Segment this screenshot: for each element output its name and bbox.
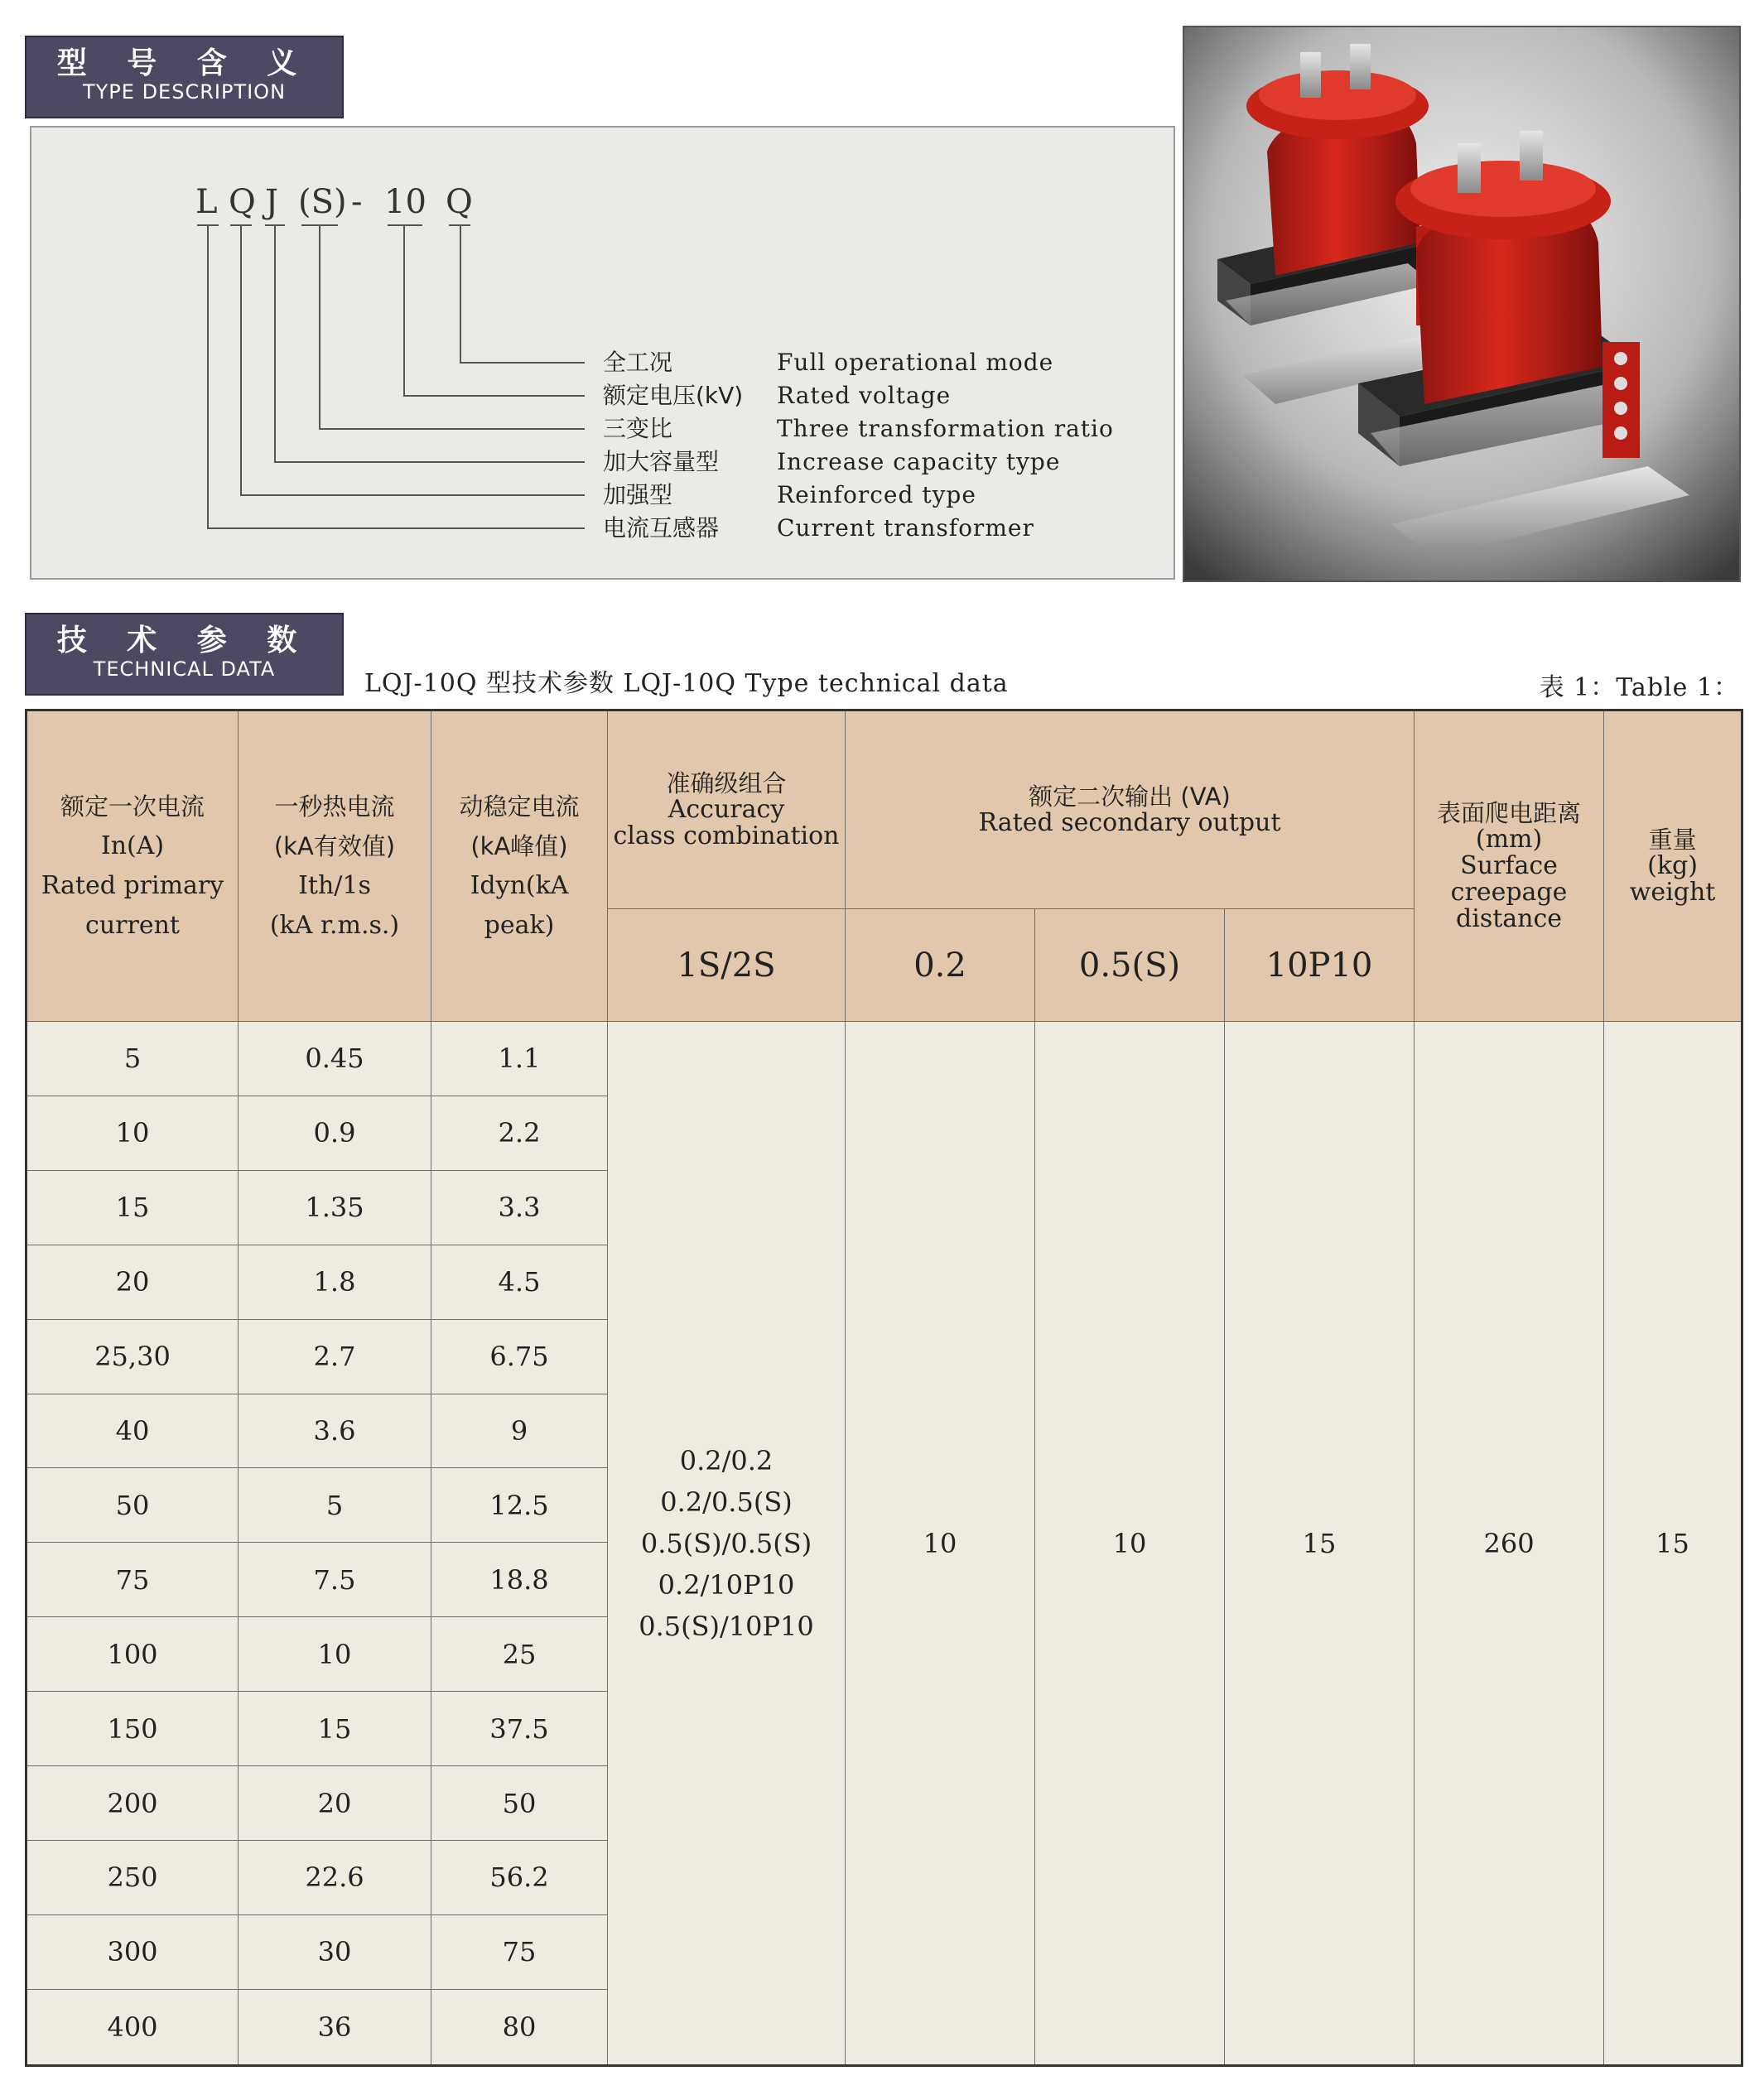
meaning-cn: 三变比 (603, 415, 673, 442)
header-line: 表面爬电距离 (1437, 799, 1582, 827)
cell-thermal: 5 (239, 1468, 431, 1543)
meaning-cn: 加强型 (603, 481, 673, 508)
technical-data-title-cn: 技 术 参 数 (56, 624, 312, 657)
cell-thermal: 10 (239, 1617, 431, 1692)
cell-output-1s2s: 10 (846, 1022, 1035, 2066)
cell-dynamic: 56.2 (431, 1840, 608, 1914)
cell-thermal: 1.8 (239, 1245, 431, 1319)
header-thermal-current (239, 710, 431, 1022)
subheader-0-2: 0.2 (846, 909, 1035, 1022)
header-line: 动稳定电流 (459, 792, 580, 821)
cell-dynamic: 3.3 (431, 1170, 608, 1245)
header-line: Rated secondary output (978, 808, 1281, 837)
accuracy-combo: 0.2/0.5(S) (660, 1486, 793, 1518)
meaning-cn: 加大容量型 (603, 448, 720, 475)
cell-rated-primary: 5 (27, 1022, 239, 1096)
header-line: class combination (613, 821, 840, 850)
header-secondary-output (846, 710, 1415, 909)
technical-data-tag (25, 613, 344, 696)
cell-dynamic: 2.2 (431, 1096, 608, 1170)
header-line: (kA r.m.s.) (269, 911, 400, 940)
cell-dynamic: 6.75 (431, 1319, 608, 1394)
cell-rated-primary: 200 (27, 1766, 239, 1841)
cell-dynamic: 25 (431, 1617, 608, 1692)
cell-accuracy-combinations (608, 1022, 846, 2066)
cell-rated-primary: 300 (27, 1914, 239, 1989)
cell-rated-primary: 20 (27, 1245, 239, 1319)
table-label: 表 1：Table 1： (1539, 673, 1739, 702)
cell-rated-primary: 250 (27, 1840, 239, 1914)
model-letter-q-suffix: Q (446, 183, 473, 221)
model-letter-l: L (195, 183, 218, 221)
current-transformer-illustration (1184, 27, 1739, 580)
header-line: (mm) (1475, 825, 1543, 854)
cell-rated-primary: 150 (27, 1692, 239, 1766)
cell-rated-primary: 50 (27, 1468, 239, 1543)
header-line: distance (1456, 904, 1563, 933)
meaning-en: Increase capacity type (777, 448, 1061, 475)
header-line: (kA峰值) (470, 832, 568, 860)
model-letter-s: (S) (298, 183, 347, 221)
accuracy-combo: 0.2/0.2 (679, 1444, 774, 1476)
accuracy-combo: 0.2/10P10 (658, 1568, 795, 1601)
cell-creepage: 260 (1415, 1022, 1604, 2066)
cell-output-0-2: 10 (1035, 1022, 1225, 2066)
cell-thermal: 7.5 (239, 1543, 431, 1617)
accuracy-combo: 0.5(S)/0.5(S) (640, 1527, 812, 1559)
type-description-title-cn: 型 号 含 义 (56, 46, 312, 80)
cell-dynamic: 4.5 (431, 1245, 608, 1319)
meaning-cn: 额定电压(kV) (603, 382, 744, 409)
header-line: Surface (1460, 851, 1558, 880)
cell-thermal: 2.7 (239, 1319, 431, 1394)
meaning-en: Rated voltage (777, 382, 952, 409)
header-accuracy (608, 710, 846, 909)
cell-thermal: 0.9 (239, 1096, 431, 1170)
cell-thermal: 20 (239, 1766, 431, 1841)
cell-output-0-5s: 15 (1225, 1022, 1415, 2066)
table-caption: LQJ-10Q 型技术参数 LQJ-10Q Type technical data (364, 669, 1009, 698)
cell-dynamic: 9 (431, 1394, 608, 1468)
meaning-en: Full operational mode (777, 349, 1054, 376)
cell-thermal: 22.6 (239, 1840, 431, 1914)
header-line: current (85, 911, 180, 940)
cell-dynamic: 37.5 (431, 1692, 608, 1766)
subheader-10p10: 10P10 (1225, 909, 1415, 1022)
cell-thermal: 30 (239, 1914, 431, 1989)
header-line: Ith/1s (298, 871, 371, 900)
technical-data-title-en: TECHNICAL DATA (93, 657, 276, 681)
subheader-1s2s: 1S/2S (608, 909, 846, 1022)
cell-thermal: 3.6 (239, 1394, 431, 1468)
header-line: 额定二次输出 (VA) (1029, 783, 1231, 811)
type-description-title-en: TYPE DESCRIPTION (82, 80, 287, 104)
cell-rated-primary: 10 (27, 1096, 239, 1170)
cell-rated-primary: 100 (27, 1617, 239, 1692)
header-line: Accuracy (668, 795, 785, 824)
meaning-cn: 电流互感器 (603, 514, 720, 542)
cell-rated-primary: 15 (27, 1170, 239, 1245)
table-row (27, 1022, 1742, 1096)
cell-dynamic: 1.1 (431, 1022, 608, 1096)
meaning-en: Current transformer (777, 514, 1034, 542)
header-weight (1604, 710, 1742, 1022)
cell-rated-primary: 75 (27, 1543, 239, 1617)
technical-data-table (25, 709, 1743, 2067)
cell-rated-primary: 40 (27, 1394, 239, 1468)
header-line: 额定一次电流 (60, 792, 205, 821)
cell-thermal: 36 (239, 1989, 431, 2065)
header-line: Idyn(kA peak) (470, 871, 569, 940)
accuracy-combo: 0.5(S)/10P10 (639, 1610, 814, 1642)
header-line: (kg) (1647, 851, 1698, 880)
product-photo (1183, 26, 1741, 582)
header-line: 重量 (1648, 826, 1697, 854)
type-description-panel (30, 126, 1175, 580)
type-description-tag (25, 36, 344, 118)
header-creepage (1415, 710, 1604, 1022)
subheader-0-5s: 0.5(S) (1035, 909, 1225, 1022)
cell-dynamic: 75 (431, 1914, 608, 1989)
header-line: In(A) (100, 831, 165, 860)
cell-weight: 15 (1604, 1022, 1742, 2066)
meaning-en: Three transformation ratio (777, 415, 1114, 442)
cell-dynamic: 50 (431, 1766, 608, 1841)
header-line: Rated primary (41, 871, 224, 900)
cell-rated-primary: 25,30 (27, 1319, 239, 1394)
cell-thermal: 1.35 (239, 1170, 431, 1245)
model-letter-q: Q (229, 183, 256, 221)
cell-rated-primary: 400 (27, 1989, 239, 2065)
header-dynamic-current (431, 710, 608, 1022)
header-rated-primary (27, 710, 239, 1022)
header-line: (kA有效值) (273, 832, 396, 860)
cell-thermal: 15 (239, 1692, 431, 1766)
header-line: weight (1629, 878, 1716, 907)
meaning-cn: 全工况 (603, 349, 673, 376)
model-voltage: 10 (384, 183, 427, 221)
cell-thermal: 0.45 (239, 1022, 431, 1096)
model-dash: - (351, 183, 363, 221)
header-line: 一秒热电流 (274, 792, 395, 821)
meaning-en: Reinforced type (777, 481, 976, 508)
cell-dynamic: 12.5 (431, 1468, 608, 1543)
header-line: 准确级组合 (666, 769, 787, 797)
model-letter-j: J (265, 183, 279, 221)
cell-dynamic: 80 (431, 1989, 608, 2065)
cell-dynamic: 18.8 (431, 1543, 608, 1617)
header-line: creepage (1450, 878, 1568, 907)
